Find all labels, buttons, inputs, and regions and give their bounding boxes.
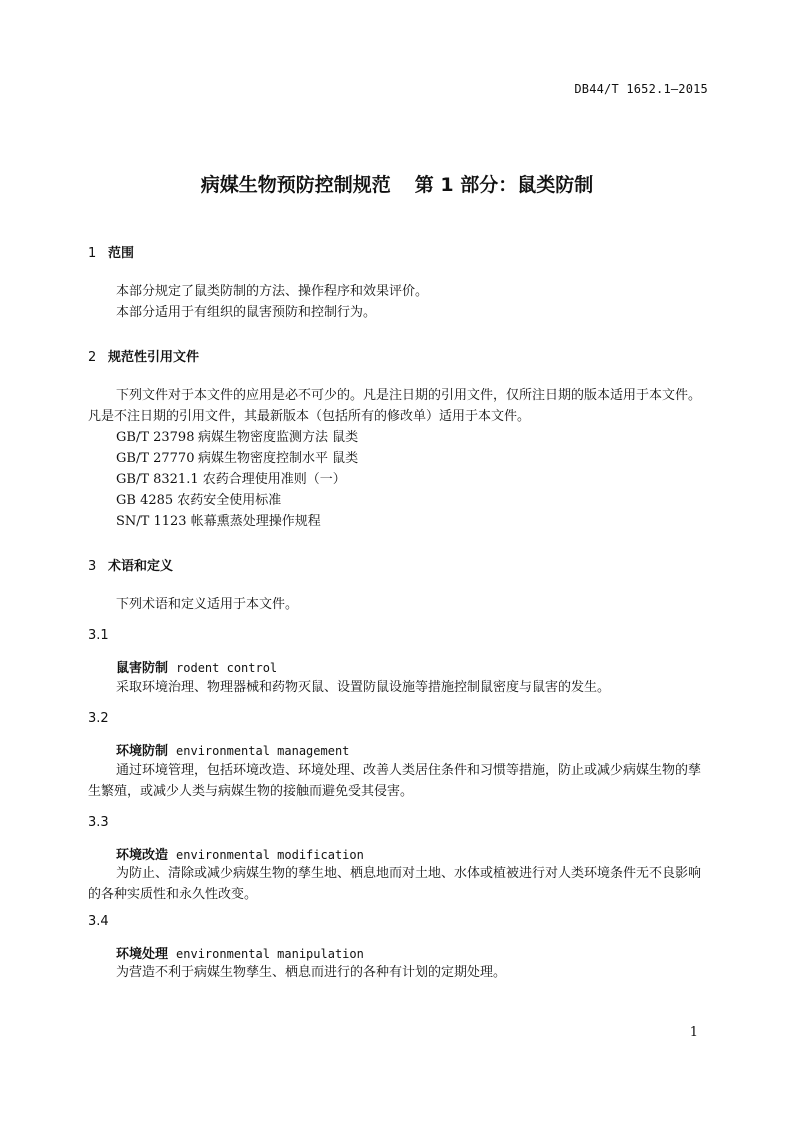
reference-code: GB 4285: [116, 493, 174, 508]
term-en: environmental modification: [176, 848, 364, 862]
section-title: 术语和定义: [108, 559, 174, 574]
reference-code: GB/T 8321.1: [116, 472, 199, 487]
term-definition: 为营造不利于病媒生物孳生、栖息而进行的各种有计划的定期处理。: [116, 965, 507, 980]
reference-code: GB/T 27770: [116, 451, 195, 466]
term-definition: 采取环境治理、物理器械和药物灭鼠、设置防鼠设施等措施控制鼠密度与鼠害的发生。: [116, 680, 611, 695]
clause-number: 3.3: [88, 815, 109, 830]
section-title: 规范性引用文件: [108, 350, 200, 365]
reference-code: GB/T 23798: [116, 430, 195, 445]
clause-number: 3.2: [88, 711, 109, 726]
section-1-heading: [88, 242, 134, 261]
term-en: environmental manipulation: [176, 947, 364, 961]
term-heading: [116, 943, 364, 962]
section-2-heading: [88, 346, 199, 365]
section-3-heading: [88, 555, 173, 574]
reference-title: 帐幕熏蒸处理操作规程: [190, 514, 321, 529]
document-code: DB44/T 1652.1—2015: [574, 82, 708, 96]
document-title: [0, 170, 794, 197]
section-number: 3: [88, 559, 97, 574]
paragraph: 本部分适用于有组织的鼠害预防和控制行为。: [116, 305, 377, 320]
section-number: 1: [88, 246, 97, 261]
title-part: 第 1 部分：鼠类防制: [414, 174, 594, 196]
term-heading: [116, 740, 349, 759]
reference-item: [116, 469, 346, 490]
section-title: 范围: [108, 246, 135, 261]
reference-item: [116, 511, 321, 532]
clause-number: 3.4: [88, 914, 109, 929]
term-definition: 为防止、清除或减少病媒生物的孳生地、栖息地而对土地、水体或植被进行对人类环境条件无不良影响的各种实质性和永久性改变。: [88, 866, 702, 902]
paragraph: 下列术语和定义适用于本文件。: [116, 597, 299, 612]
term-zh: 鼠害防制: [116, 661, 169, 676]
clause-number: 3.1: [88, 628, 109, 643]
paragraph: 下列文件对于本文件的应用是必不可少的。凡是注日期的引用文件，仅所注日期的版本适用于本文件。凡是不注日期的引用文件，其最新版本（包括所有的修改单）适用于本文件。: [88, 388, 702, 424]
term-zh: 环境防制: [116, 744, 169, 759]
term-zh: 环境改造: [116, 848, 169, 863]
term-definition: 通过环境管理，包括环境改造、环境处理、改善人类居住条件和习惯等措施，防止或减少病媒生物的孳生繁殖，或减少人类与病媒生物的接触而避免受其侵害。: [88, 763, 702, 799]
term-heading: [116, 657, 277, 676]
term-zh: 环境处理: [116, 947, 169, 962]
term-en: rodent control: [176, 661, 278, 675]
reference-item: [116, 490, 281, 511]
section-number: 2: [88, 350, 97, 365]
reference-title: 农药安全使用标准: [177, 493, 282, 508]
reference-item: [116, 448, 358, 469]
paragraph: 本部分规定了鼠类防制的方法、操作程序和效果评价。: [116, 284, 429, 299]
term-heading: [116, 844, 364, 863]
page-number: 1: [689, 1025, 698, 1040]
reference-title: 农药合理使用准则（一）: [202, 472, 346, 487]
reference-code: SN/T 1123: [116, 514, 187, 529]
reference-title: 病媒生物密度监测方法 鼠类: [198, 430, 359, 445]
reference-item: [116, 427, 358, 448]
title-main: 病媒生物预防控制规范: [200, 174, 391, 196]
reference-title: 病媒生物密度控制水平 鼠类: [198, 451, 359, 466]
term-en: environmental management: [176, 744, 350, 758]
